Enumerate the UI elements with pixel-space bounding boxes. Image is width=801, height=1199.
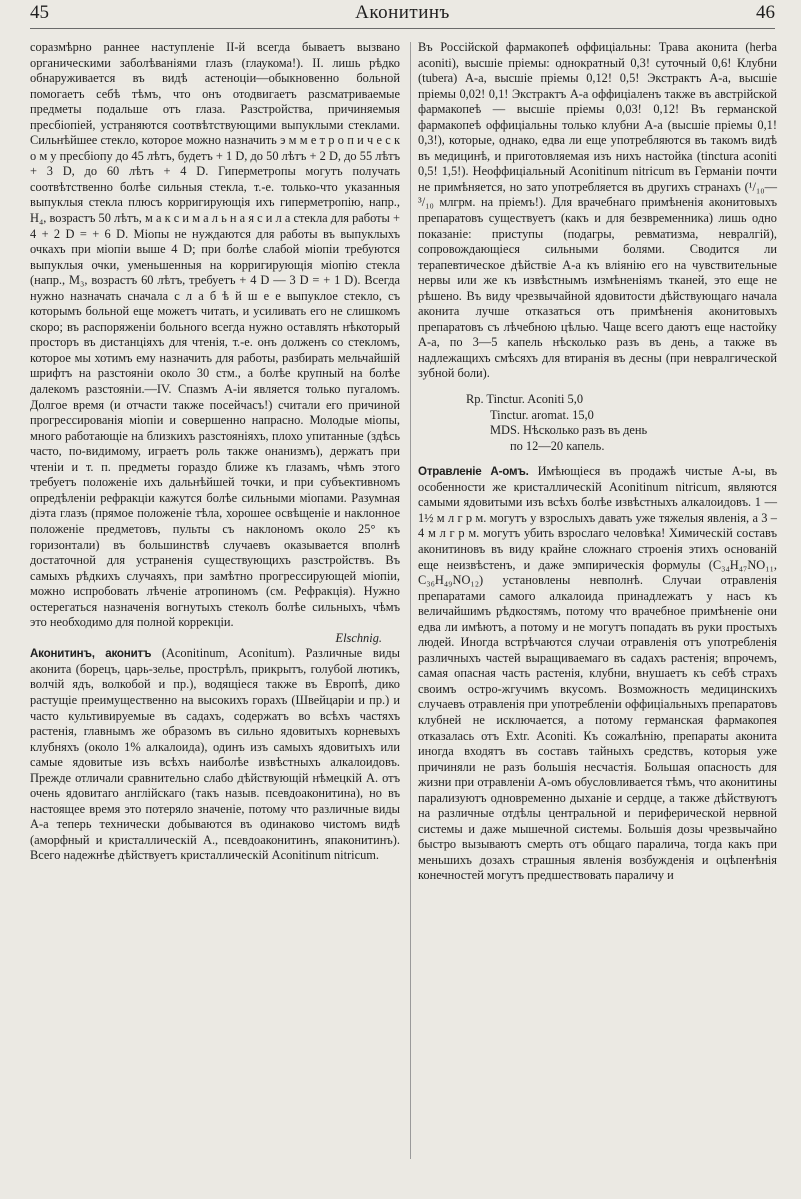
entry-heading: Отравленіе А-омъ.	[418, 465, 529, 479]
page-number-right: 46	[756, 2, 775, 23]
header-rule	[30, 28, 775, 29]
prescription-line: по 12—20 капель.	[510, 438, 605, 453]
prescription-line: Tinctur. aromat. 15,0	[490, 407, 594, 422]
pharmacopoeia-text: Въ Россійской фармакопеѣ оффиціальны: Трава аконита (herba aconiti), высшіе пріемы: однократный 0,3! суточный 0,6! Клубни (tubera) А-а, высшіе пріемы 0,12! 0,5! Экстрактъ А-а, высшіе пріемы 0,02! 0,1! Экстрактъ А-а оффиціаленъ также въ австрійской фармакопеѣ — высшіе пріемы 0,03! 0,12! Въ германской фармакопеѣ оффиціальны только клубни А-а (высшіе пріемы 0,1! 0,3!), которые, однако, едва ли еще употребляются въ такомъ видѣ въ медицинѣ, и приготовляемая изъ нихъ настойка (tinctura aconiti 0,5! 1,5!). Неоффиціальный Aconitinum nitricum въ Германіи почти не примѣняется, но зато употребляется въ другихъ странахъ (¹/₁₀—³/₁₀ млгрм. на пріемъ!). Для врачебнаго примѣненія аконитовыхъ препаратовъ существуетъ (какъ и для безвременника) лишь одно показаніе: приступы (подагры, ревматизма, невралгій), сопровождающіеся сильными болями. Сводится ли терапевтическое дѣйствіе А-а къ вліянію его на чувствительные нервы или же къ извѣстнымъ измѣненіямъ тканей, это еще не рѣшено. Въ виду чрезвычайной ядовитости дѣйствующаго начала аконита лучше отказаться отъ примѣненія аконитовыхъ препаратовъ съ лѣчебною цѣлью. Чаще всего даютъ еще настойку А-а, по 3—5 капель нѣсколько разъ въ день, а также въ надлежащихъ смѣсяхъ для втиранія въ десны (при невралгической зубной боли).	[418, 40, 777, 381]
prescription-line: Rp. Tinctur. Aconiti 5,0	[466, 392, 584, 407]
page-number-left: 45	[30, 2, 49, 23]
aconitine-entry	[30, 646, 400, 864]
author-signature: Elschnig.	[335, 630, 382, 645]
right-column	[418, 40, 777, 884]
column-divider	[410, 42, 411, 1159]
prescription-line: MDS. Нѣсколько разъ въ день	[490, 423, 648, 438]
entry-heading: Аконитинъ, аконитъ	[30, 647, 152, 661]
running-title: Аконитинъ	[355, 2, 450, 23]
presbyopia-text: соразмѣрно раннее наступленіе II-й всегда бываетъ вызвано органическими заболѣваніями глазъ (глаукома!). II. лишь рѣдко обнаруживается въ видѣ астеноціи—обыкновенно больной помогаетъ себѣ тѣмъ, что онъ отодвигаетъ разсматриваемые предметы подальше отъ глаза. Разстройства, причиняемыя пресбіопіей, устраняются соотвѣтствующими выпуклыми стеклами. Сильнѣйшее стекло, которое можно назначить э м м е т р о п и ч е с к о м у пресбіопу до 45 лѣтъ, будетъ + 1 D, до 50 лѣтъ + 2 D, до 55 лѣтъ + 3 D, до 60 лѣтъ + 4 D. Гиперметропы могутъ получать соотвѣтственно болѣе сильныя стекла, т.-е. только-что указанныя выпуклыя стекла плюсъ корригирующія ихъ гиперметропію, напр., H₄, возрастъ 50 лѣтъ, м а к с и м а л ь н а я с и л а стекла для работы + 4 + 2 D = + 6 D. Міопы не нуждаются для работы въ выпуклыхъ очкахъ при міопіи выше 4 D; при болѣе слабой міопіи требуются выпуклыя очки, уменьшенныя на корригирующія міопію стекла (напр., M₃, возрастъ 60 лѣтъ, требуетъ + 4 D — 3 D = + 1 D). Всегда нужно назначать сначала с л а б ѣ й ш е е выпуклое стекло, съ которымъ больной еще можетъ читать, и усиливать его не слишкомъ скоро; въ распоряженіи больного всегда нужно оставлять нѣкоторый просторъ въ дистанціяхъ для чтенія, т.-е. онъ долженъ со стекломъ, которое мы хотимъ ему назначить для работы, разбирать мельчайшій шрифтъ на разстояніи около 30 стм., а болѣе крупный на болѣе далекомъ разстояніи.—IV. Спазмъ А-іи является только пугаломъ. Долгое время (и отчасти также посейчасъ!) считали его причиной прогрессированія міопіи и совершенно напрасно. Молодые міопы, много работающіе на близкихъ разстояніяхъ, плохо упитанные (здѣсь часто, по-видимому, играетъ роль также онанизмъ), держатъ при чтеніи и т. п. предметы гораздо ближе къ глазамъ, чѣмъ этого требуетъ положеніе ихъ дальнѣйшей точки, и при субъективномъ опредѣленіи рефракціи кажутся болѣе сильными міопами. Разумная діэта глазъ (прямое положеніе тѣла, хорошее освѣщеніе и наклонное положеніе предметовъ, пульты съ наклономъ около 25° къ горизонтали) въ большинствѣ случаевъ оказывается вполнѣ достаточной для устраненія существующихъ разстройствъ. Въ самыхъ рѣдкихъ случаяхъ, при замѣтно прогрессирующей міопіи, можно испробовать лѣченіе атропиномъ (см. Рефракція). Нужно остерегаться назначенія вогнутыхъ стеколъ болѣе сильныхъ, чѣмъ это необходимо для полной коррекціи.	[30, 40, 400, 630]
prescription	[466, 392, 777, 454]
entry-text: Имѣющіеся въ продажѣ чистые А-ы, въ особенности же кристаллическій Aconitinum nitricum, являются самыми ядовитыми изъ всѣхъ болѣе извѣстныхъ алкалоидовъ. 1 — 1½ м л г р м. могутъ у взрослыхъ давать уже тяжелыя явленія, а 3 – 4 м л г р м. могутъ убить взрослаго человѣка! Химическій составъ аконитиновъ въ виду крайне сложнаго строенія этихъ основаній еще неизвѣстенъ, и даже эмпирическія формулы (C₃₄H₄₇NO₁₁, C₃₆H₄₉NO₁₂) установлены невполнѣ. Случаи отравленія препаратами самого алкалоида принадлежатъ у насъ къ величайшимъ рѣдкостямъ, потому что врачебное примѣненіе они едва ли имѣютъ, а потому и не могутъ попадать въ руки простыхъ людей. Иногда встрѣчаются случаи отравленія отъ употребленія различныхъ частей выращиваемаго въ садахъ растенія; впрочемъ, самая опасная часть растенія, клубни, внушаетъ къ себѣ страхъ своимъ остро-жгучимъ вкусомъ. Возможность медицинскихъ случаевъ отравленія при употребленіи оффиціальныхъ препаратовъ клубней не исключается, а потому германская фармакопея отказалась отъ Extr. Aconiti. Къ сожалѣнію, препараты аконита иногда входятъ въ составъ тайныхъ средствъ, которыя уже причиняли не разъ большія несчастія. Большая опасность для жизни при отравленіи А-омъ обусловливается тѣмъ, что аконитины парализуютъ одновременно дыханіе и сердце, а также дѣйствуютъ на различные отдѣлы центральной и периферической нервной системы и даже мышечной системы. Большія дозы чрезвычайно быстро вызываютъ смерть отъ общаго паралича, тогда какъ при меньшихъ дозахъ страшныя явленія возбужденія и оцѣпенѣнія конечностей могутъ предшествовать параличу и	[418, 464, 777, 883]
poisoning-entry	[418, 464, 777, 884]
left-column	[30, 40, 400, 864]
entry-text: (Aconitinum, Aconitum). Различные виды аконита (борецъ, царь-зелье, прострѣлъ, прикрытъ, голубой лютикъ, волчій ядъ, волкобой и пр.), водящіеся также въ Европѣ, дико растущіе преимущественно на высокихъ горахъ (Швейцаріи и пр.) и часто культивируемые въ садахъ, содержатъ во всѣхъ частяхъ растенія, главнымъ же образомъ въ сильно ядовитыхъ корневыхъ клубняхъ (около 1% алкалоида), одинъ изъ самыхъ ядовитыхъ или самые ядовитые изъ всѣхъ наиболѣе извѣстныхъ алкалоидовъ. Прежде отличали сравнительно слабо дѣйствующій нѣмецкій А. отъ очень ядовитаго англійскаго (такъ назыв. псевдоаконитина), но въ настоящее время это потеряло значеніе, потому что различные виды А-а теперь технически добываются въ одинаково чистомъ видѣ (аморфный и кристаллическій А., псевдоаконитинъ, япаконитинъ). Всего надежнѣе дѣйствуетъ кристаллическій Aconitinum nitricum.	[30, 646, 400, 863]
